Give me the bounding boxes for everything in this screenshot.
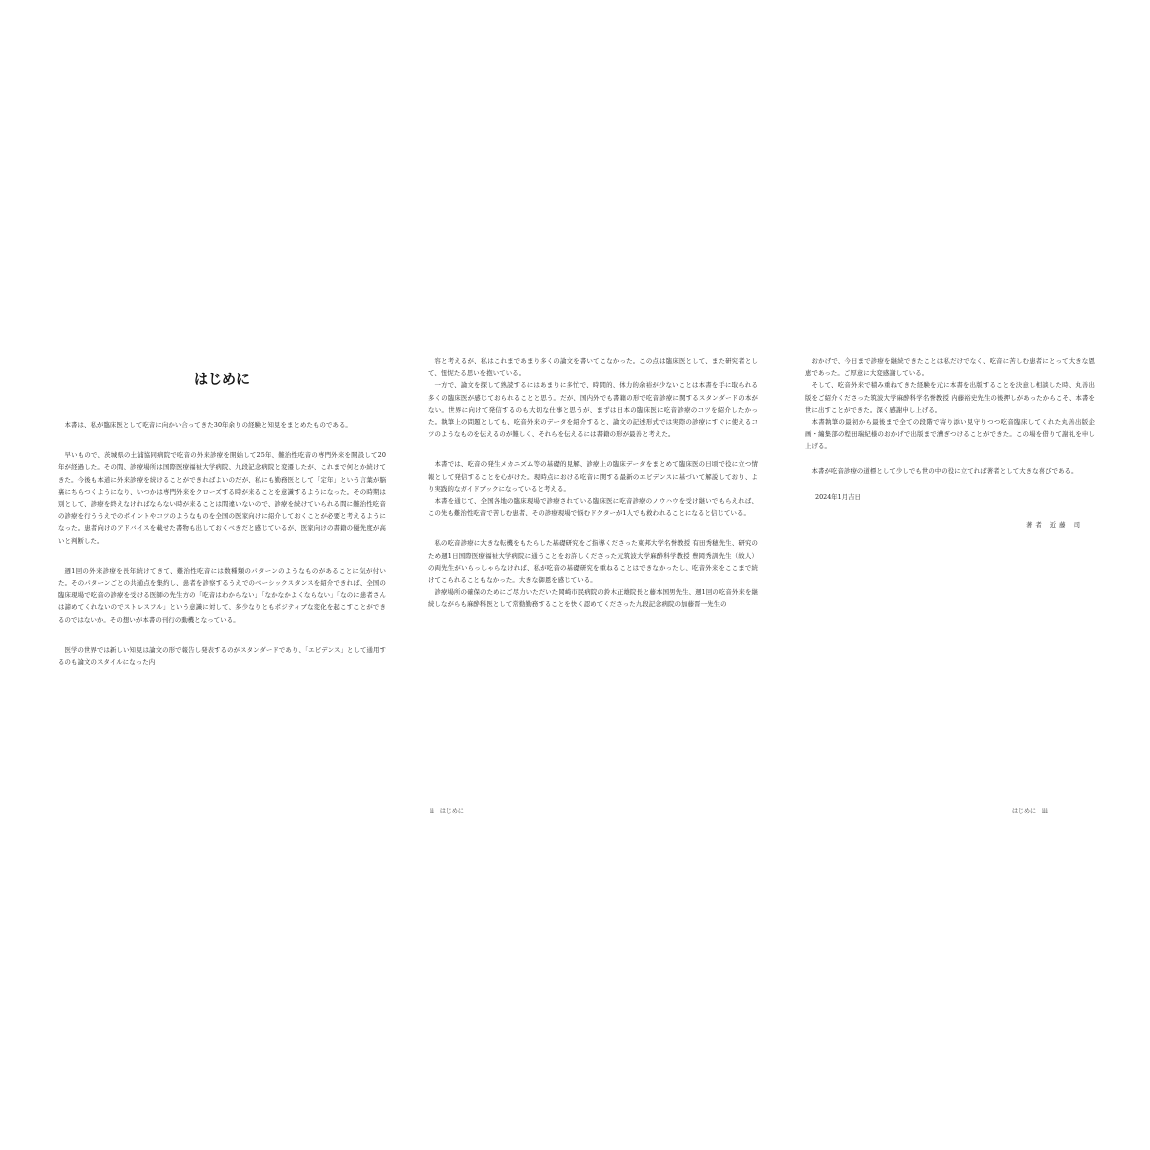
paragraph: そして、吃音外来で積み重ねてきた経験を元に本書を出版することを決意し相談した時、丸善出版をご紹介くださった筑波大学麻酔科学名誉教授 内藤裕史先生の後押しがあったからこそ、本書を世に出すことができた。深く感謝申し上げる。 [805,381,1095,414]
date-line: 2024年1月吉日 [815,492,861,501]
paragraph: 本書では、吃音の発生メカニズム等の基礎的見解、診療上の臨床データをまとめて臨床医の日頃で役に立つ情報として発信することを心がけた。現時点における吃音に関する最新のエビデンスに基づいて解説しており、より実践的なガイドブックになっていると考える。 [428,460,758,493]
page-number-footer: ii はじめに [430,808,464,815]
right-page [805,355,1095,825]
paragraph: おかげで、今日まで診療を継続できたことは私だけでなく、吃音に苦しむ患者にとって大きな恩恵であった。ご厚意に大変感謝している。 [805,357,1095,378]
page-number-footer: はじめに iii [1012,808,1048,815]
author-signature: 著者 近藤 司 [1025,520,1083,529]
paragraph: 本書執筆の最初から最後まで全ての段階で寄り添い見守りつつ吃音臨床してくれた丸善出版企画・編集部の程田瑞紀様のおかげで出版まで漕ぎつけることができた。この場を借りて謝礼を申し上げる。 [805,418,1095,451]
chapter-heading: はじめに [194,372,250,388]
paragraph: 医学の世界では新しい知見は論文の形で報告し発表するのがスタンダードであり、「エビデンス」として通用するのも論文のスタイルになった内 [58,645,386,667]
paragraph: 一方で、論文を探して熟読するにはあまりに多忙で、時間的、体力的余裕が少ないことは本書を手に取られる多くの臨床医が感じておられることと思う。だが、国内外でも書籍の形で吃音診療に関するスタンダードの本がない。世界に向けて発信するのも大切な仕事と思うが、まずは日本の臨床医に吃音診療のコツを紹介したかった。執筆上の問題としても、吃音外来のデータを紹介すると、論文の記述形式では実際の診療にすぐに使えるコツのようなものを伝えるのが難しく、それらを伝えるには書籍の形が最善と考えた。 [428,381,758,439]
middle-page [428,355,758,825]
paragraph: 本書が吃音診療の道標として少しでも世の中の役に立てれば著者として大きな喜びである。 [811,466,1078,475]
paragraph: 私の吃音診療に大きな転機をもたらした基礎研究をご指導くださった東邦大学名誉教授 有田秀穂先生、研究のため週1日国際医療福祉大学病院に通うことをお許しくださった元筑波大学麻酔科学教授 豊岡秀訓先生（故人）の両先生がいらっしゃらなければ、私が吃音の基礎研究を重ねることはできなかったし、吃音外来をここまで続けてこられることもなかった。大きな御恩を感じている。 [428,539,758,585]
left-page [58,355,386,825]
paragraph: 早いもので、茨城県の土浦協同病院で吃音の外来診療を開始して25年、難治性吃音の専門外来を開設して20年が経過した。その間、診療場所は国際医療福祉大学病院、九段記念病院と変遷したが、これまで何とか続けてきた。今後も本道に外来診療を続けることができればよいのだが、私にも勤務医として「定年」という言葉が脳裏にちらつくようになり、いつかは専門外来をクローズする時が来ることを意識するようになった。その時期は別として、診療を終えなければならない時が来ることは間違いないので、診療を続けていられる間に難治性吃音の診療を行ううえでのポイントやコツのようなものを全国の医家向けに紹介しておくことが必要と考えるようになった。患者向けのアドバイスを載せた書物も出しておくべきだと感じているが、医家向けの書籍の優先度が高いと判断した。 [58,451,386,545]
paragraph: 容と考えるが、私はこれまであまり多くの論文を書いてこなかった。この点は臨床医として、また研究者として、忸怩たる思いを抱いている。 [428,357,758,378]
paragraph: 本書を通じて、全国各地の臨床現場で診療されている臨床医に吃音診療のノウハウを受け継いでもらえれば、この先も難治性吃音で苦しむ患者、その診療現場で悩むドクターが1人でも救われることになると信じている。 [428,497,758,518]
paragraph: 週1回の外来診療を長年続けてきて、難治性吃音には数種類のパターンのようなものがあることに気が付いた。そのパターンごとの共通点を集約し、患者を診察するうえでのベーシックスタンスを紹介できれば、全国の臨床現場で吃音の診療を受ける医師の先生方の「吃音はわからない」「なかなかよくならない」「なのに患者さんは諦めてくれないのでストレスフル」という意識に対して、多少なりともポジティブな変化を起こすことができるのではないか。その想いが本書の刊行の動機となっている。 [58,566,386,624]
paragraph: 診療場所の確保のためにご尽力いただいた岡崎市民病院の鈴木正雄院長と藤本国男先生、週1回の吃音外来を継続しながらも麻酔科医として常勤勤務することを快く認めてくださった九段記念病院の加藤晋一先生の [428,588,758,609]
paragraph: 本書は、私が臨床医として吃音に向かい合ってきた30年余りの経験と知見をまとめたものである。 [64,421,352,429]
